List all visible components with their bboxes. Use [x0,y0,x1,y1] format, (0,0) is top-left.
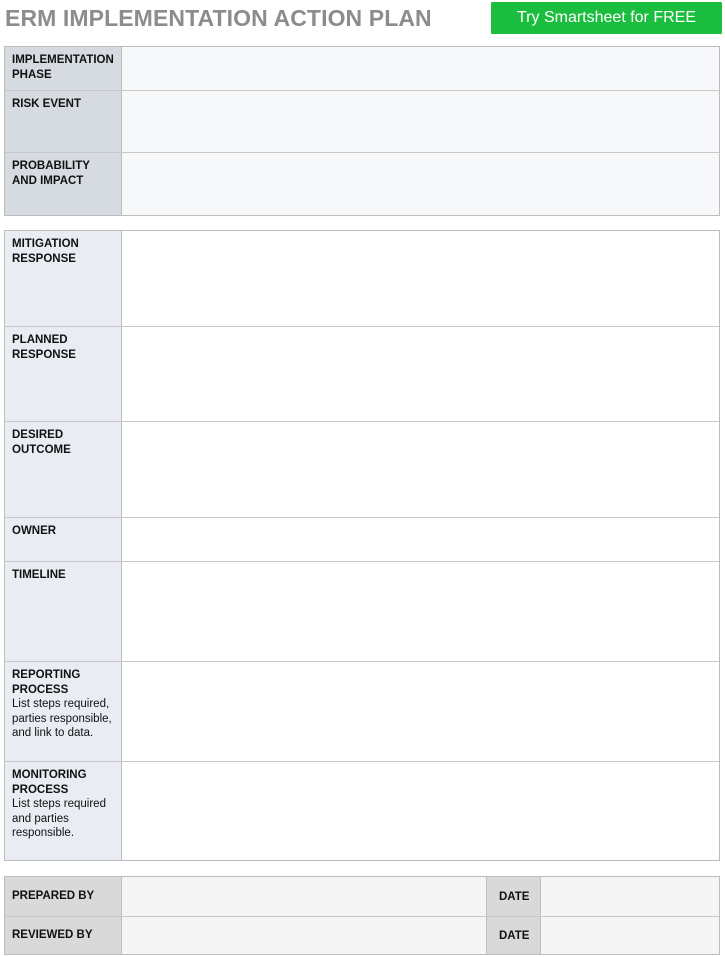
reporting-process-label [5,662,122,761]
reporting-process-field[interactable] [122,662,719,761]
risk-event-field[interactable] [122,91,719,152]
probability-impact-label-text: PROBABILITY AND IMPACT [12,160,90,187]
row-timeline [5,561,719,661]
row-implementation-phase [5,47,719,90]
row-owner [5,517,719,561]
monitoring-process-field[interactable] [122,762,719,860]
owner-field[interactable] [122,518,719,561]
row-reviewed-by [5,916,719,954]
implementation-phase-field[interactable] [122,47,719,90]
try-smartsheet-button[interactable]: Try Smartsheet for FREE [491,2,722,34]
desired-outcome-label-text: DESIRED OUTCOME [12,429,71,456]
risk-info-table [4,46,720,216]
timeline-label-text: TIMELINE [12,569,66,581]
prepared-by-label-text: PREPARED BY [12,890,95,903]
monitoring-process-label-text: MONITORING PROCESS [12,769,87,796]
reviewed-date-field[interactable] [541,917,719,954]
desired-outcome-label [5,422,122,517]
probability-impact-label [5,153,122,215]
monitoring-process-description: List steps required and parties responsible. [12,798,106,839]
signoff-table [4,876,720,955]
reviewed-by-label [5,917,122,954]
desired-outcome-field[interactable] [122,422,719,517]
response-plan-table [4,230,720,861]
row-desired-outcome [5,421,719,517]
reporting-process-description: List steps required, parties responsible, and link to data. [12,698,112,739]
row-mitigation-response [5,231,719,326]
reviewed-by-field[interactable] [122,917,486,954]
timeline-field[interactable] [122,562,719,661]
reporting-process-label-text: REPORTING PROCESS [12,669,81,696]
implementation-phase-label [5,47,122,90]
owner-label [5,518,122,561]
row-probability-impact [5,152,719,215]
row-prepared-by [5,877,719,916]
mitigation-response-label [5,231,122,326]
reviewed-date-label: DATE [486,917,541,954]
monitoring-process-label [5,762,122,860]
planned-response-label [5,327,122,421]
risk-event-label [5,91,122,152]
planned-response-field[interactable] [122,327,719,421]
mitigation-response-label-text: MITIGATION RESPONSE [12,238,79,265]
probability-impact-field[interactable] [122,153,719,215]
reviewed-by-label-text: REVIEWED BY [12,929,93,942]
prepared-date-field[interactable] [541,877,719,916]
row-monitoring-process [5,761,719,860]
planned-response-label-text: PLANNED RESPONSE [12,334,76,361]
row-planned-response [5,326,719,421]
timeline-label [5,562,122,661]
prepared-by-field[interactable] [122,877,486,916]
row-reporting-process [5,661,719,761]
mitigation-response-field[interactable] [122,231,719,326]
implementation-phase-label-text: IMPLEMENTATION PHASE [12,54,114,81]
prepared-by-label [5,877,122,916]
risk-event-label-text: RISK EVENT [12,98,82,110]
page-title: ERM IMPLEMENTATION ACTION PLAN [5,5,432,31]
row-risk-event [5,90,719,152]
owner-label-text: OWNER [12,525,57,537]
prepared-date-label: DATE [486,877,541,916]
